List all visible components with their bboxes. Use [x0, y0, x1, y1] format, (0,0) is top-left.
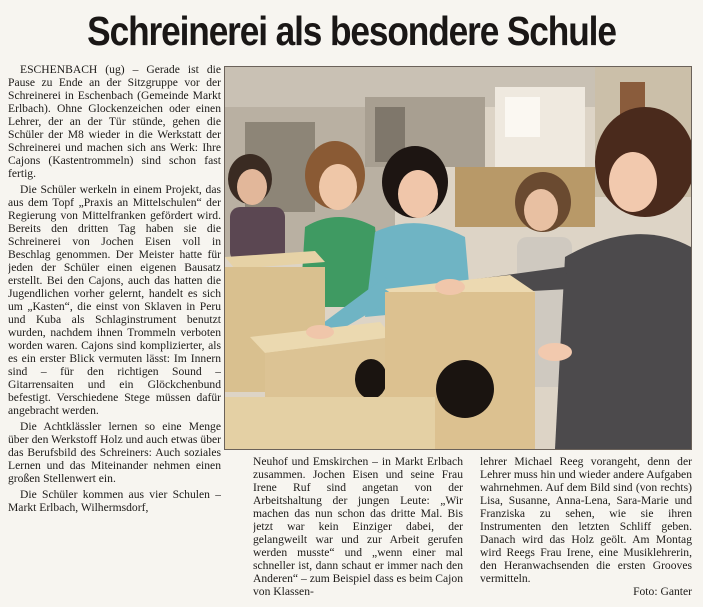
paragraph-1-text: Gerade ist die Pause zu Ende an der Sitzgruppe vor der Schreinerei in Eschenbach (Gemeinde Markt Erlbach). Ohne Glockenzeichen oder einen Lehrer, der an der Tür stünde, gehen die Schüler der M8 wieder in die Werkstatt der Schreinerei und machen sich ans Werk: Ihre Cajons (Kastentrommeln) sind schon fast fertig. — [8, 63, 221, 180]
paragraph-4: Die Schüler kommen aus vier Schulen – Markt Erlbach, Wilhermsdorf, — [8, 488, 221, 514]
paragraph-1 — [8, 63, 221, 180]
article-column-1 — [8, 63, 221, 603]
column-2-text: Neuhof und Emskirchen – in Markt Erlbach zusammen. Jochen Eisen und seine Frau Irene Ruf sind angetan von der Arbeitshaltung der jungen Leute: „Wir machen das nun schon das dritte Mal. Bis jetzt war kein Einziger dabei, der gelangweilt war und zur Arbeit gerufen werden musste“ und „wenn einer mal schneller ist, dann schaut er immer nach den Anderen“ – zum Beispiel dass es beim Cajon von Klassen- — [253, 455, 463, 598]
article-column-3 — [480, 455, 692, 603]
headline: Schreinerei als besondere Schule — [87, 8, 616, 54]
article-photo — [224, 66, 692, 450]
photo-students-with-cajons — [225, 67, 691, 449]
cajon-box-4 — [225, 397, 435, 449]
column-3-text: lehrer Michael Reeg vorangeht, denn der Lehrer muss hin und wieder andere Aufgaben wahrnehmen. Auf dem Bild sind (von rechts) Lisa, Susanne, Anna-Lena, Sara-Marie und Franziska zu sehen, wie sie ihren Instrumenten den letzten Schliff geben. Danach wird das Holz geölt. Am Montag wird Reegs Frau Irene, eine Musiklehrerin, den Heranwachsenden die ersten Grooves vermitteln. — [480, 455, 692, 585]
dateline: ESCHENBACH (ug) – — [20, 63, 139, 76]
paragraph-2: Die Schüler werkeln in einem Projekt, das aus dem Topf „Praxis an Mittelschulen“ der Regierung von Mittelfranken gefördert wird. Bereits den dritten Tag haben sie die Schreinerei von Jochen Eisen voll in Beschlag genommen. Der Meister hatte für jeden der Schüler einen eigenen Bausatz erstellt. Bei den Cajons, auch das hatten die Jugendlichen vorher gelernt, handelt es sich um „Kasten“, die einst von Sklaven in Peru und Kuba als Schlaginstrument benutzt wurden, nachdem ihnen Trommeln verboten worden waren. Cajons sind komplizierter, als es ein erster Blick vermuten lässt: Im Innern sind – für den richtigen Sound – Gitarrensaiten und ein Glöckchenbund befestigt. Verschiedene Stege müssen dafür angebracht werden. — [8, 183, 221, 417]
article-column-2 — [253, 455, 463, 603]
paragraph-3: Die Achtklässler lernen so eine Menge über den Werkstoff Holz und auch etwas über das Berufsbild des Schreiners: Auch soziales Lernen und das Miteinander nehmen einen großen Stellenwert ein. — [8, 420, 221, 485]
photo-credit: Foto: Ganter — [633, 585, 692, 598]
